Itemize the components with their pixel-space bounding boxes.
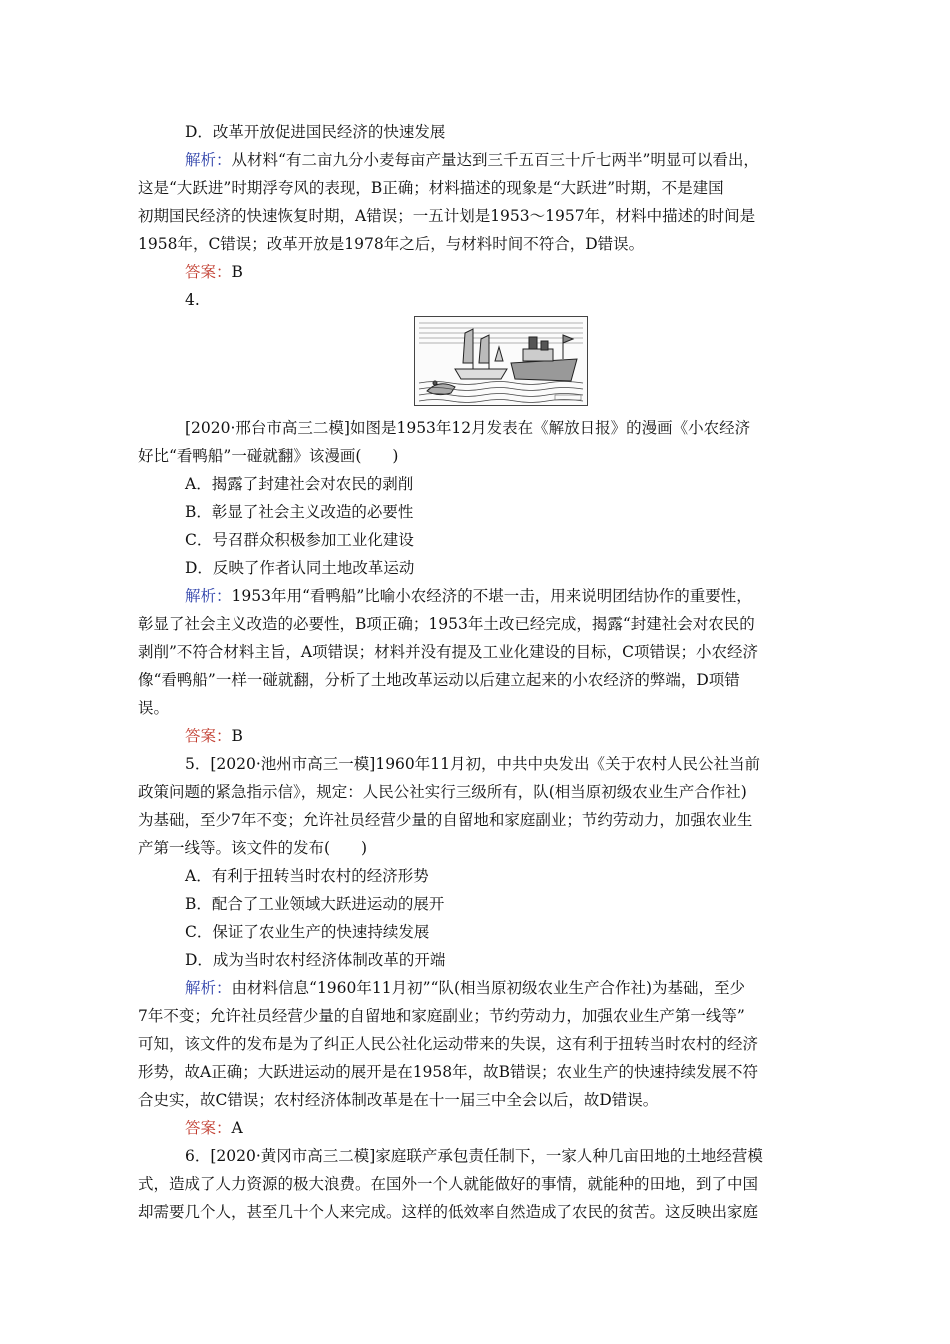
cartoon-image bbox=[414, 316, 588, 406]
q4-answer-label: 答案： bbox=[185, 727, 232, 745]
q5-analysis-line-5: 合史实，故C错误；农村经济体制改革是在十一届三中全会以后，故D错误。 bbox=[138, 1091, 659, 1109]
q4-answer: 答案：B bbox=[185, 727, 243, 745]
q4-option-d: D．反映了作者认同土地改革运动 bbox=[185, 559, 415, 577]
document-page bbox=[138, 118, 828, 1226]
cartoon-figure-wrap bbox=[138, 316, 828, 410]
q5-option-a: A．有利于扭转当时农村的经济形势 bbox=[185, 867, 429, 885]
q4-option-b: B．彰显了社会主义改造的必要性 bbox=[185, 503, 414, 521]
q5-stem-line-3: 为基础，至少7年不变；允许社员经营少量的自留地和家庭副业；节约劳动力，加强农业生 bbox=[138, 811, 753, 829]
q3-answer: 答案：B bbox=[185, 263, 243, 281]
q4-analysis-line-3: 剥削”不符合材料主旨，A项错误；材料并没有提及工业化建设的目标，C项错误；小农经济 bbox=[138, 643, 758, 661]
q3-analysis-line-1: 解析：从材料“有二亩九分小麦每亩产量达到三千五百三十斤七两半”明显可以看出， bbox=[185, 151, 759, 169]
q4-analysis-label: 解析： bbox=[185, 587, 232, 605]
q4-number: 4. bbox=[185, 291, 200, 309]
q6-stem-line-2: 式，造成了人力资源的极大浪费。在国外一个人就能做好的事情，就能种的田地，到了中国 bbox=[138, 1175, 759, 1193]
q3-analysis-line-3: 初期国民经济的快速恢复时期，A错误；一五计划是1953～1957年，材料中描述的时间是 bbox=[138, 207, 756, 225]
q5-stem-line-1: 5．[2020·池州市高三一模]1960年11月初，中共中央发出《关于农村人民公社当前 bbox=[185, 755, 761, 773]
q3-option-d: D．改革开放促进国民经济的快速发展 bbox=[185, 123, 446, 141]
q3-analysis-line-4: 1958年，C错误；改革开放是1978年之后，与材料时间不符合，D错误。 bbox=[138, 235, 645, 253]
q3-analysis-line-2: 这是“大跃进”时期浮夸风的表现，B正确；材料描述的现象是“大跃进”时期，不是建国 bbox=[138, 179, 724, 197]
q5-stem-line-4: 产第一线等。该文件的发布( ) bbox=[138, 839, 368, 857]
q4-analysis-line-1: 解析：1953年用“看鸭船”比喻小农经济的不堪一击，用来说明团结协作的重要性， bbox=[185, 587, 752, 605]
q5-analysis-line-1: 解析：由材料信息“1960年11月初”“队(相当原初级农业生产合作社)为基础，至少 bbox=[185, 979, 746, 997]
q5-answer-label: 答案： bbox=[185, 1119, 232, 1137]
q5-option-b: B．配合了工业领域大跃进运动的展开 bbox=[185, 895, 445, 913]
q4-analysis-line-5: 误。 bbox=[138, 699, 170, 717]
q4-stem-line-1: [2020·邢台市高三二模]如图是1953年12月发表在《解放日报》的漫画《小农经济 bbox=[185, 419, 751, 437]
steamship-drawing bbox=[511, 335, 577, 381]
q4-option-a: A．揭露了封建社会对农民的剥削 bbox=[185, 475, 414, 493]
q6-stem-line-3: 却需要几个人，甚至几十个人来完成。这样的低效率自然造成了农民的贫苦。这反映出家庭 bbox=[138, 1203, 759, 1221]
cartoon-sky-lines bbox=[419, 323, 583, 343]
q5-analysis-line-2: 7年不变；允许社员经营少量的自留地和家庭副业；节约劳动力，加强农业生产第一线等” bbox=[138, 1007, 745, 1025]
q3-answer-label: 答案： bbox=[185, 263, 232, 281]
junk-boat-drawing bbox=[455, 329, 507, 379]
q5-answer: 答案：A bbox=[185, 1119, 243, 1137]
q3-analysis-label: 解析： bbox=[185, 151, 232, 169]
q5-option-c: C．保证了农业生产的快速持续发展 bbox=[185, 923, 430, 941]
q5-option-d: D．成为当时农村经济体制改革的开端 bbox=[185, 951, 446, 969]
q4-option-c: C．号召群众积极参加工业化建设 bbox=[185, 531, 414, 549]
q6-stem-line-1: 6．[2020·黄冈市高三二模]家庭联产承包责任制下，一家人种几亩田地的土地经营模 bbox=[185, 1147, 763, 1165]
q4-analysis-line-4: 像“看鸭船”一样一碰就翻，分析了土地改革运动以后建立起来的小农经济的弊端，D项错 bbox=[138, 671, 740, 689]
q4-analysis-line-2: 彰显了社会主义改造的必要性，B项正确；1953年土改已经完成，揭露“封建社会对农民的 bbox=[138, 615, 755, 633]
q5-analysis-label: 解析： bbox=[185, 979, 232, 997]
q4-stem-line-2: 好比“看鸭船”一碰就翻》该漫画( ) bbox=[138, 447, 399, 465]
q5-stem-line-2: 政策问题的紧急指示信》，规定：人民公社实行三级所有，队(相当原初级农业生产合作社) bbox=[138, 783, 747, 801]
q5-analysis-line-4: 形势，故A正确；大跃进运动的展开是在1958年，故B错误；农业生产的快速持续发展不符 bbox=[138, 1063, 759, 1081]
q5-analysis-line-3: 可知，该文件的发布是为了纠正人民公社化运动带来的失误，这有利于扭转当时农村的经济 bbox=[138, 1035, 759, 1053]
